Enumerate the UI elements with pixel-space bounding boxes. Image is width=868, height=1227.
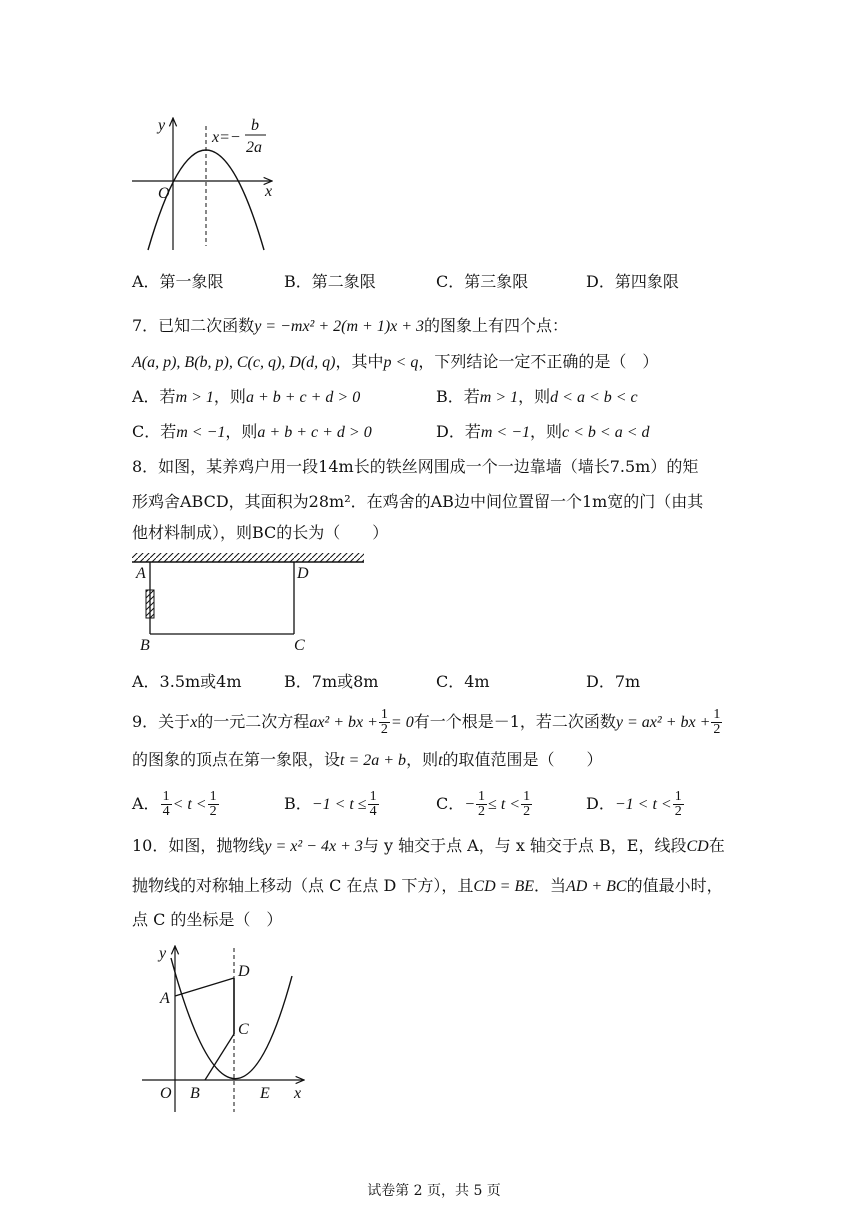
q7-points: A(a, p), B(b, p), C(c, q), D(d, q)	[132, 354, 336, 371]
q8-option-a: A．3.5m或4m	[132, 672, 242, 691]
q6-sym-label: x=−	[212, 129, 241, 146]
q8-stem-line1: 8．如图，某养鸡户用一段14m长的铁丝网围成一个一边靠墙（墙长7.5m）的矩	[132, 457, 699, 476]
q6-option-c: C．第三象限	[436, 272, 529, 291]
q10-segment-bc	[205, 1034, 234, 1080]
q6-x-label: x	[265, 183, 273, 200]
q10-label-d: D	[238, 963, 250, 980]
q10-y-label: y	[159, 945, 167, 962]
q7-tail: ，下列结论一定不正确的是（ ）	[418, 352, 659, 371]
q7-suffix: 的图象上有四个点：	[424, 316, 569, 335]
q9-function: y = ax² + bx +	[615, 714, 711, 731]
q8-label-b: B	[140, 637, 150, 654]
q7-stem-line1	[132, 316, 568, 337]
q9-func-half: $\frac{1}{2}$	[713, 707, 721, 737]
q9-eq-half: $\frac{1}{2}$	[380, 707, 388, 737]
q9-stem-line1: 9．关于x的一元二次方程ax² + bx + $\frac{1}{2}$ = 0有一个根是－1，若二次函数y = ax² + bx + $\frac{1}{2}$	[132, 707, 721, 737]
q10-x-label: x	[294, 1085, 302, 1102]
q10-segment-ad	[175, 978, 234, 996]
q9-option-d: D．−1 < t < $\frac{1}{2}$	[586, 789, 682, 819]
page-footer: 试卷第 2 页，共 5 页	[367, 1183, 501, 1199]
q7-option-a: A．若m > 1，则a + b + c + d > 0	[132, 387, 361, 406]
q9-equation: ax² + bx +	[309, 714, 378, 731]
q10-label-a: A	[160, 990, 170, 1007]
q7-prefix: 7．已知二次函数	[132, 316, 255, 335]
q9-stem-line2: 的图象的顶点在第一象限，设t = 2a + b，则t的取值范围是（ ）	[132, 750, 603, 769]
q9-option-c: C．− $\frac{1}{2}$ ≤ t < $\frac{1}{2}$	[436, 789, 531, 819]
q9-option-b: B．−1 < t ≤ $\frac{1}{4}$	[284, 789, 377, 819]
q10-label-e: E	[260, 1085, 270, 1102]
q7-stem-line2	[132, 352, 658, 373]
q10-stem-line1: 10．如图，抛物线y = x² − 4x + 3与 y 轴交于点 A，与 x 轴交于点 B，E，线段CD在	[132, 836, 725, 855]
q7-option-d: D．若m < −1，则c < b < a < d	[436, 422, 650, 441]
q9-option-a: A． $\frac{1}{4}$ < t < $\frac{1}{2}$	[132, 789, 217, 819]
q7-option-b: B．若m > 1，则d < a < b < c	[436, 387, 638, 406]
q10-parabola	[171, 958, 292, 1079]
q8-wall-hatch	[132, 553, 364, 562]
q6-origin-label: O	[158, 185, 170, 202]
q8-stem-line2: 形鸡舍ABCD，其面积为28m²．在鸡舍的AB边中间位置留一个1m宽的门（由其	[132, 492, 704, 511]
q6-option-b: B．第二象限	[284, 272, 376, 291]
q10-function: y = x² − 4x + 3	[264, 838, 363, 855]
q7-option-c: C．若m < −1，则a + b + c + d > 0	[132, 422, 372, 441]
q8-option-d: D．7m	[586, 672, 641, 691]
q6-sym-den: 2a	[246, 139, 262, 156]
q8-label-a: A	[136, 565, 146, 582]
q8-label-d: D	[297, 565, 309, 582]
q8-door	[146, 590, 154, 618]
q10-stem-line3: 点 C 的坐标是（ ）	[132, 910, 283, 929]
q10-stem-line2: 抛物线的对称轴上移动（点 C 在点 D 下方），且CD = BE．当AD + BC的值最小时，	[132, 876, 723, 895]
q7-mid: ，其中	[335, 352, 384, 371]
q8-option-c: C．4m	[436, 672, 490, 691]
q8-stem-line3: 他材料制成），则BC的长为（ ）	[132, 523, 389, 542]
q6-option-a: A．第一象限	[132, 272, 224, 291]
q6-y-label: y	[158, 117, 166, 134]
q8-option-b: B．7m或8m	[284, 672, 379, 691]
q10-label-c: C	[238, 1021, 249, 1038]
q7-condition: p < q	[383, 354, 419, 371]
q10-origin-label: O	[160, 1085, 172, 1102]
q6-option-d: D．第四象限	[586, 272, 679, 291]
q7-function: y = −mx² + 2(m + 1)x + 3	[254, 318, 425, 335]
q10-label-b: B	[190, 1085, 200, 1102]
q8-label-c: C	[294, 637, 305, 654]
q6-sym-num: b	[251, 117, 259, 134]
